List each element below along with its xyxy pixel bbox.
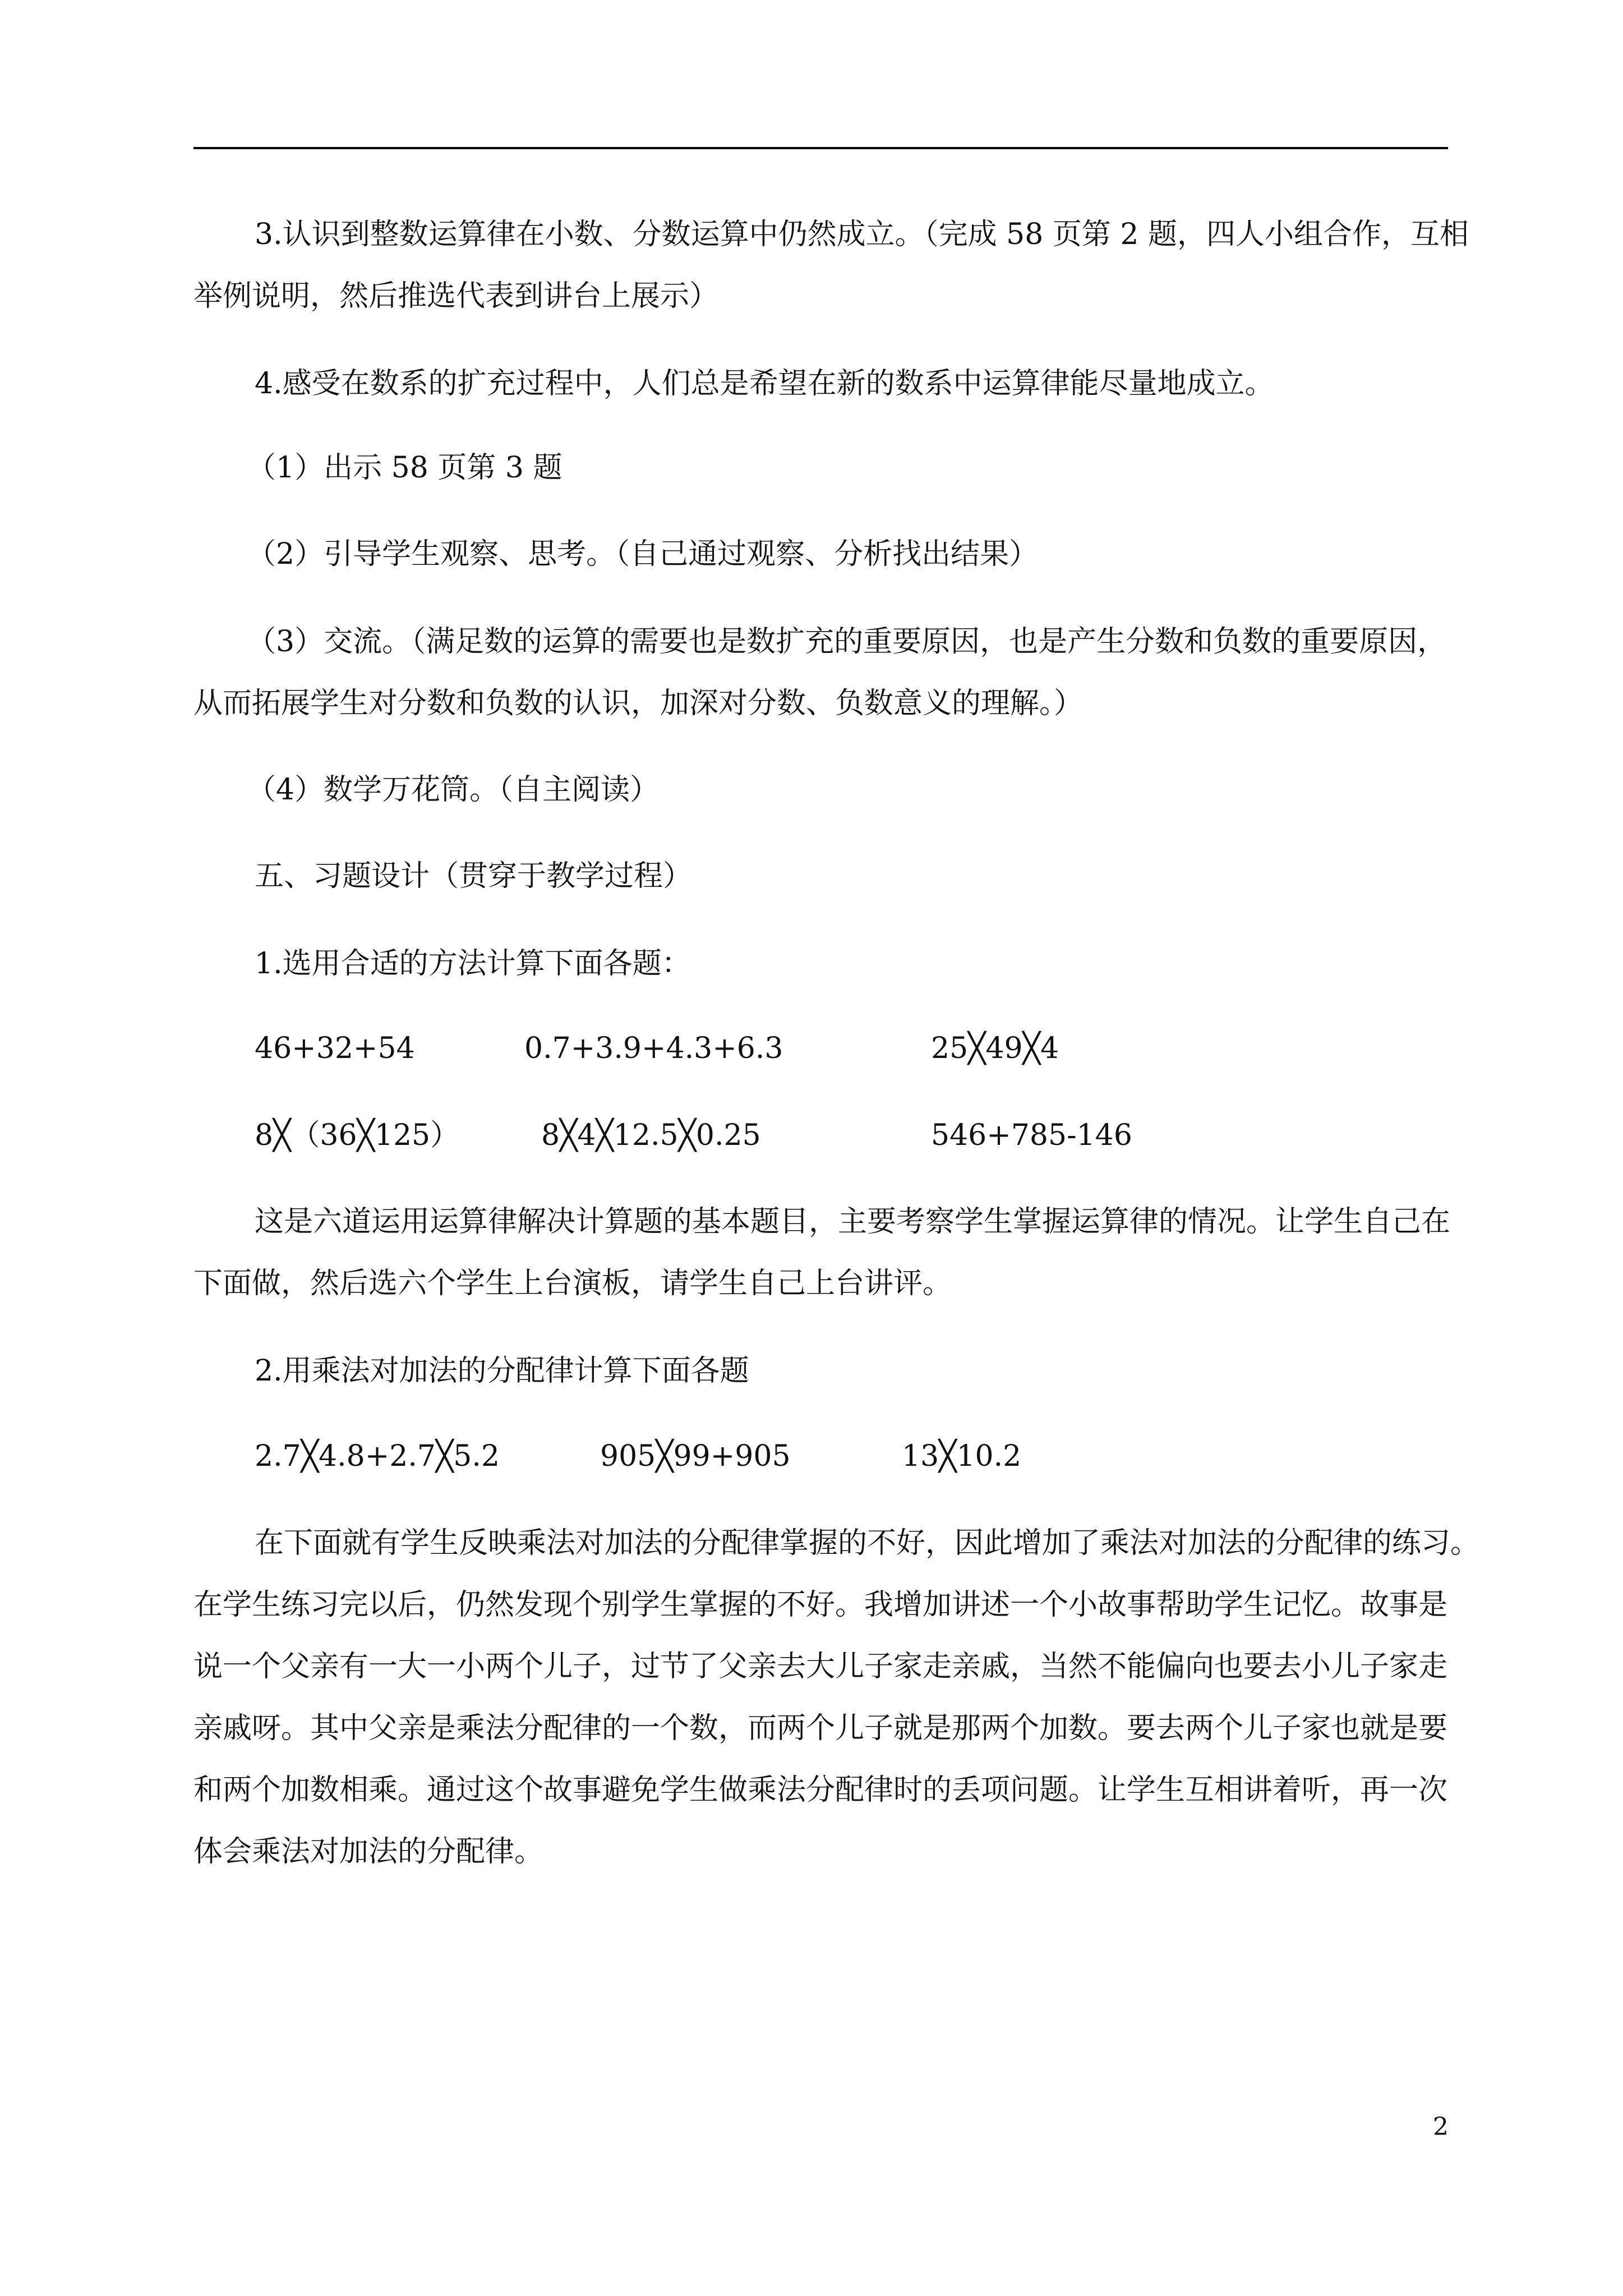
ex1-note-line1: 这是六道运用运算律解决计算题的基本题目，主要考察学生掌握运算律的情况。让学生自己在 [255, 1205, 1451, 1239]
ex1-formula-2: 0.7+3.9+4.3+6.3 [524, 1032, 783, 1065]
ex1-title: 1.选用合适的方法计算下面各题： [255, 947, 691, 981]
item3-line1: 3.认识到整数运算律在小数、分数运算中仍然成立。（完成 58 页第 2 题，四人小组合作，互相 [255, 218, 1469, 251]
ex2-title: 2.用乘法对加法的分配律计算下面各题 [255, 1354, 749, 1388]
ex2-formula-3: 13╳10.2 [902, 1439, 1022, 1473]
sub1-text: （1）出示 58 页第 3 题 [247, 451, 562, 485]
ex2-note-line5: 和两个加数相乘。通过这个故事避免学生做乘法分配律时的丢项问题。让学生互相讲着听，再一次 [193, 1773, 1448, 1807]
ex1-formula-5: 8╳4╳12.5╳0.25 [541, 1119, 761, 1152]
sub3-line1: （3）交流。（满足数的运算的需要也是数扩充的重要原因，也是产生分数和负数的重要原因， [247, 625, 1447, 659]
ex1-formula-4: 8╳（36╳125） [255, 1119, 460, 1152]
sub3-line2: 从而拓展学生对分数和负数的认识，加深对分数、负数意义的理解。） [193, 687, 1083, 720]
ex1-formula-1: 46+32+54 [255, 1032, 415, 1065]
ex1-note-line2: 下面做，然后选六个学生上台演板，请学生自己上台讲评。 [193, 1267, 952, 1300]
ex2-formula-1: 2.7╳4.8+2.7╳5.2 [255, 1439, 500, 1473]
page-number: 2 [1433, 2113, 1449, 2141]
ex1-formula-3: 25╳49╳4 [931, 1032, 1059, 1065]
ex2-note-line2: 在学生练习完以后，仍然发现个别学生掌握的不好。我增加讲述一个小故事帮助学生记忆。故事是 [193, 1588, 1448, 1622]
ex1-formula-6: 546+785-146 [931, 1119, 1132, 1152]
ex2-note-line4: 亲戚呀。其中父亲是乘法分配律的一个数，而两个儿子就是那两个加数。要去两个儿子家也就是要 [193, 1711, 1448, 1745]
header-rule [193, 147, 1448, 149]
sub4-text: （4）数学万花筒。（自主阅读） [247, 773, 660, 807]
item3-line2: 举例说明，然后推选代表到讲台上展示） [193, 279, 719, 313]
ex2-note-line6: 体会乘法对加法的分配律。 [193, 1835, 544, 1869]
item4-text: 4.感受在数系的扩充过程中，人们总是希望在新的数系中运算律能尽量地成立。 [255, 367, 1274, 401]
ex2-formula-2: 905╳99+905 [600, 1439, 791, 1473]
ex2-note-line3: 说一个父亲有一大一小两个儿子，过节了父亲去大儿子家走亲戚，当然不能偏向也要去小儿子家走 [193, 1650, 1448, 1683]
section5-heading: 五、习题设计（贯穿于教学过程） [255, 859, 693, 893]
sub2-text: （2）引导学生观察、思考。（自己通过观察、分析找出结果） [247, 537, 1039, 571]
ex2-note-line1: 在下面就有学生反映乘法对加法的分配律掌握的不好，因此增加了乘法对加法的分配律的练习。 [255, 1526, 1480, 1560]
